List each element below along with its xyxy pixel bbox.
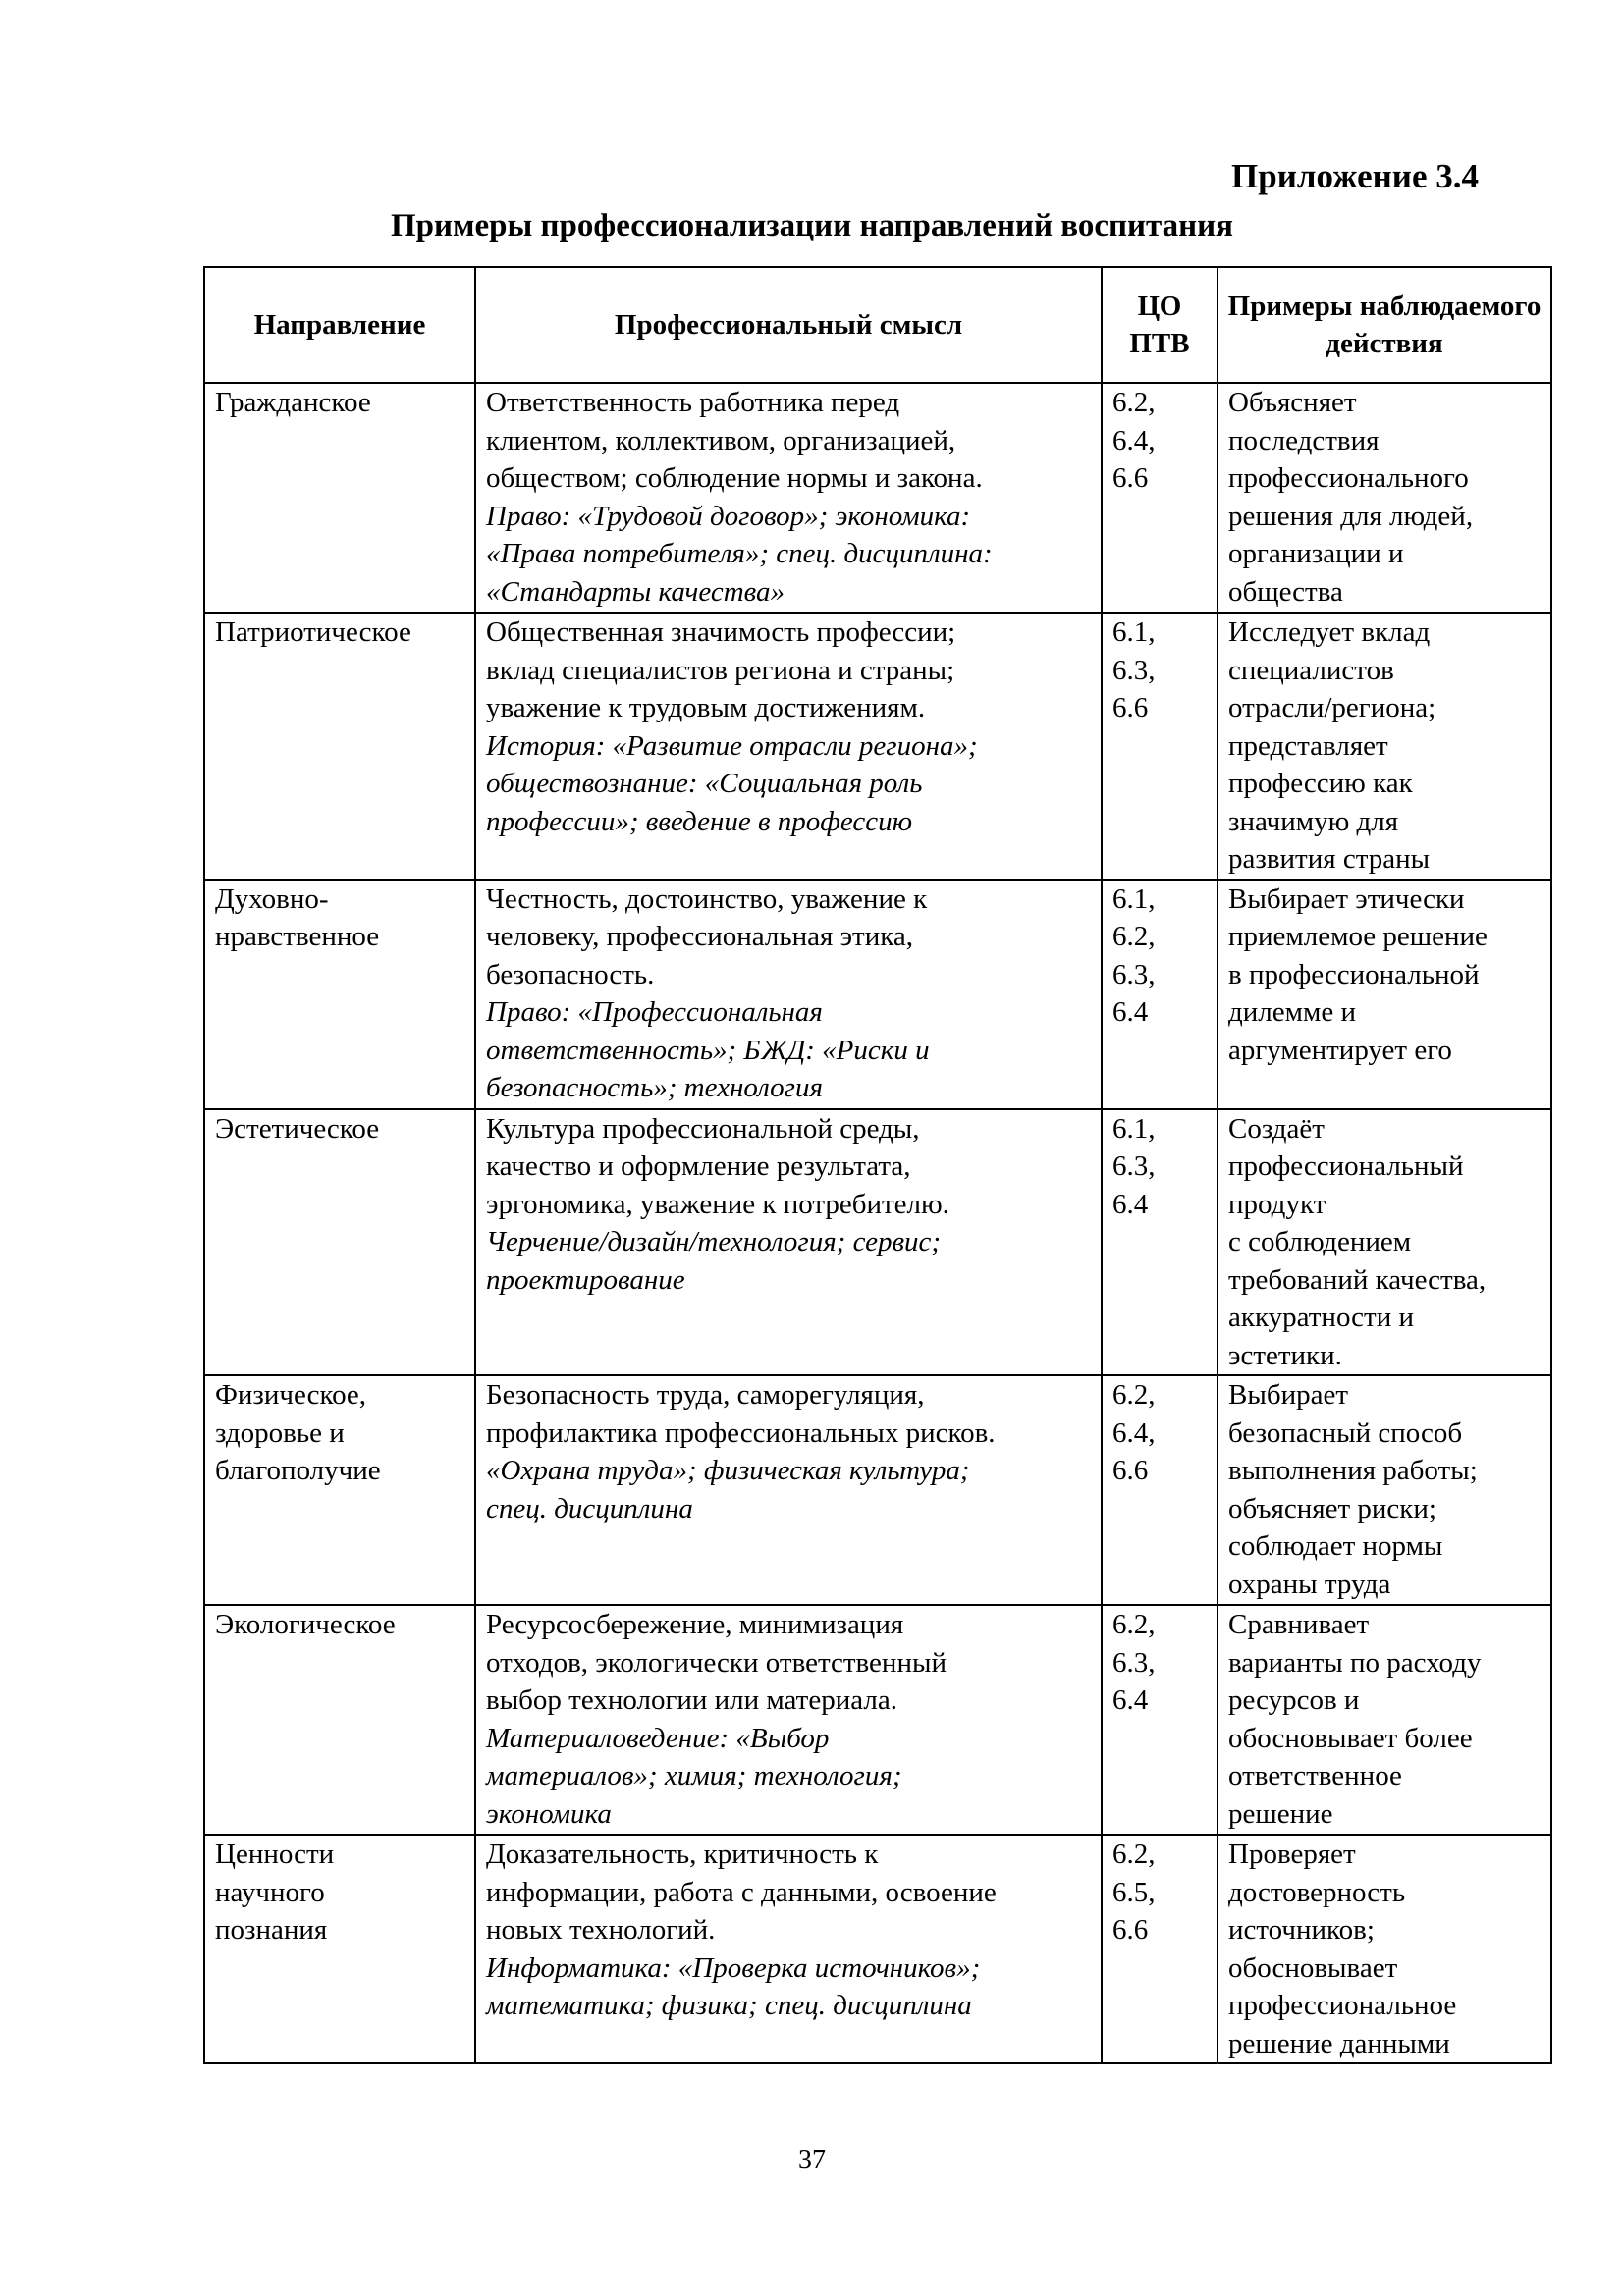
disciplines-text: «Стандарты качества» (486, 575, 785, 608)
action-text: профессиональное (1228, 1990, 1457, 2021)
direction-text: научного (215, 1876, 325, 1908)
action-text: Выбирает (1228, 1379, 1349, 1411)
action-text: последствия (1228, 424, 1380, 456)
action-text: объясняет риски; (1228, 1492, 1436, 1524)
code-text: 6.2, (1112, 1839, 1156, 1870)
direction-text: нравственное (215, 921, 380, 952)
action-text: с соблюдением (1228, 1226, 1412, 1257)
code-text: 6.6 (1112, 1914, 1149, 1946)
meaning-text: человеку, профессиональная этика, (486, 921, 913, 952)
action-text: эстетики. (1228, 1339, 1342, 1371)
code-text: 6.4 (1112, 1188, 1149, 1220)
action-text: профессиональный (1228, 1150, 1464, 1182)
direction-cell (204, 383, 475, 613)
codes-cell (1102, 613, 1218, 880)
meaning-text: клиентом, коллективом, организацией, (486, 424, 956, 456)
action-text: в профессиональной (1228, 958, 1480, 990)
action-text: организации и (1228, 538, 1404, 569)
code-text: 6.4 (1112, 996, 1149, 1028)
action-text: Создаёт (1228, 1112, 1325, 1145)
meaning-text: Безопасность труда, саморегуляция, (486, 1379, 925, 1411)
action-text: продукт (1228, 1188, 1326, 1220)
table-row (204, 613, 1551, 880)
codes-cell (1102, 1835, 1218, 2063)
code-text: 6.3, (1112, 1150, 1156, 1182)
header-action: Примеры наблюдаемого действия (1218, 267, 1551, 383)
code-text: 6.2, (1112, 921, 1156, 952)
table-row (204, 1109, 1551, 1376)
meaning-text: Ответственность работника перед (486, 387, 900, 418)
meaning-text: вклад специалистов региона и страны; (486, 654, 955, 686)
meaning-text: Доказательность, критичность к (486, 1839, 879, 1870)
meaning-cell (475, 1375, 1102, 1605)
meaning-text: выбор технологии или материала. (486, 1684, 897, 1716)
action-text: обосновывает более (1228, 1722, 1473, 1754)
action-text: Проверяет (1228, 1839, 1356, 1870)
action-text: выполнения работы; (1228, 1455, 1478, 1486)
meaning-cell (475, 1835, 1102, 2063)
direction-text: Духовно- (215, 882, 329, 915)
action-text: специалистов (1228, 654, 1394, 686)
disciplines-text: профессии»; введение в профессию (486, 805, 913, 837)
code-text: 6.2, (1112, 1609, 1156, 1640)
meaning-text: уважение к трудовым достижениям. (486, 692, 926, 723)
action-text: ресурсов и (1228, 1684, 1360, 1716)
code-text: 6.3, (1112, 1646, 1156, 1679)
table-row (204, 1375, 1551, 1605)
disciplines-text: спец. дисциплина (486, 1492, 693, 1524)
disciplines-text: обществознание: «Социальная роль (486, 768, 923, 799)
codes-cell (1102, 383, 1218, 613)
action-text: профессионального (1228, 462, 1469, 494)
document-title: Примеры профессионализации направлений воспитания (390, 208, 1234, 243)
action-text: варианты по расходу (1228, 1646, 1482, 1679)
action-text: аргументирует его (1228, 1034, 1452, 1066)
direction-text: Ценности (215, 1839, 335, 1870)
meaning-text: информации, работа с данными, освоение (486, 1876, 997, 1908)
disciplines-text: Право: «Трудовой договор»; экономика: (486, 500, 971, 532)
direction-text: благополучие (215, 1455, 381, 1486)
action-cell (1218, 1109, 1551, 1376)
direction-cell (204, 613, 475, 880)
code-text: 6.3, (1112, 654, 1156, 686)
disciplines-text: проектирование (486, 1263, 685, 1296)
disciplines-text: Информатика: «Проверка источников»; (486, 1951, 981, 1984)
code-text: 6.4, (1112, 424, 1156, 456)
action-cell (1218, 1835, 1551, 2063)
header-direction: Направление (204, 267, 475, 383)
action-text: требований качества, (1228, 1263, 1487, 1296)
meaning-text: новых технологий. (486, 1914, 716, 1946)
action-cell (1218, 1605, 1551, 1835)
code-text: 6.6 (1112, 692, 1149, 723)
table-header-row (204, 267, 1551, 383)
disciplines-text: экономика (486, 1797, 612, 1830)
code-text: 6.4 (1112, 1684, 1149, 1716)
meaning-text: Культура профессиональной среды, (486, 1112, 920, 1145)
page-number: 37 (798, 2145, 826, 2175)
meaning-text: качество и оформление результата, (486, 1150, 911, 1182)
disciplines-text: математика; физика; спец. дисциплина (486, 1990, 972, 2021)
meaning-text: Ресурсосбережение, минимизация (486, 1609, 904, 1640)
meaning-text: профилактика профессиональных рисков. (486, 1416, 996, 1449)
action-text: дилемме и (1228, 996, 1356, 1028)
direction-cell (204, 1835, 475, 2063)
action-text: представляет (1228, 729, 1388, 762)
disciplines-text: ответственность»; БЖД: «Риски и (486, 1034, 930, 1066)
table-row (204, 880, 1551, 1109)
code-text: 6.5, (1112, 1876, 1156, 1908)
code-text: 6.2, (1112, 387, 1156, 418)
action-text: развития страны (1228, 843, 1431, 875)
action-text: обосновывает (1228, 1951, 1398, 1984)
meaning-cell (475, 880, 1102, 1109)
action-cell (1218, 613, 1551, 880)
action-text: Объясняет (1228, 387, 1357, 418)
direction-text: Экологическое (215, 1609, 396, 1640)
meaning-text: отходов, экологически ответственный (486, 1646, 947, 1679)
header-codes: ЦО ПТВ (1102, 267, 1218, 383)
action-text: Исследует вклад (1228, 616, 1431, 648)
action-text: охраны труда (1228, 1568, 1391, 1600)
action-cell (1218, 880, 1551, 1109)
table-row (204, 383, 1551, 613)
meaning-cell (475, 1605, 1102, 1835)
code-text: 6.6 (1112, 1455, 1149, 1486)
action-text: соблюдает нормы (1228, 1530, 1443, 1562)
action-cell (1218, 383, 1551, 613)
action-text: Выбирает этически (1228, 882, 1465, 915)
meaning-text: Честность, достоинство, уважение к (486, 882, 928, 915)
action-text: источников; (1228, 1914, 1375, 1946)
direction-text: Эстетическое (215, 1112, 380, 1145)
code-text: 6.1, (1112, 1112, 1156, 1145)
meaning-text: безопасность. (486, 958, 655, 990)
code-text: 6.6 (1112, 462, 1149, 494)
education-directions-table (203, 266, 1552, 2064)
disciplines-text: материалов»; химия; технология; (486, 1760, 902, 1791)
disciplines-text: Черчение/дизайн/технология; сервис; (486, 1226, 942, 1257)
table-row (204, 1605, 1551, 1835)
meaning-text: Общественная значимость профессии; (486, 616, 956, 648)
action-text: аккуратности и (1228, 1302, 1415, 1333)
direction-text: Гражданское (215, 387, 371, 418)
disciplines-text: Материаловедение: «Выбор (486, 1722, 830, 1754)
action-text: отрасли/региона; (1228, 692, 1436, 723)
direction-cell (204, 880, 475, 1109)
header-meaning: Профессиональный смысл (475, 267, 1102, 383)
action-text: безопасный способ (1228, 1416, 1463, 1449)
code-text: 6.3, (1112, 958, 1156, 990)
direction-text: познания (215, 1914, 328, 1946)
action-text: ответственное (1228, 1760, 1402, 1791)
disciplines-text: «Охрана труда»; физическая культура; (486, 1455, 970, 1486)
codes-cell (1102, 1605, 1218, 1835)
action-text: профессию как (1228, 768, 1413, 799)
codes-cell (1102, 1109, 1218, 1376)
codes-cell (1102, 880, 1218, 1109)
meaning-text: эргономика, уважение к потребителю. (486, 1188, 949, 1220)
action-text: Сравнивает (1228, 1609, 1370, 1640)
direction-cell (204, 1605, 475, 1835)
direction-text: Физическое, (215, 1379, 367, 1411)
disciplines-text: История: «Развитие отрасли региона»; (486, 729, 978, 762)
action-text: приемлемое решение (1228, 921, 1488, 952)
action-text: решение данными (1228, 2027, 1450, 2059)
code-text: 6.1, (1112, 882, 1156, 915)
action-text: значимую для (1228, 805, 1399, 837)
meaning-text: обществом; соблюдение нормы и закона. (486, 462, 983, 494)
direction-text: здоровье и (215, 1416, 345, 1449)
action-cell (1218, 1375, 1551, 1605)
direction-text: Патриотическое (215, 616, 411, 648)
code-text: 6.2, (1112, 1379, 1156, 1411)
codes-cell (1102, 1375, 1218, 1605)
code-text: 6.4, (1112, 1416, 1156, 1449)
meaning-cell (475, 1109, 1102, 1376)
action-text: решение (1228, 1797, 1333, 1830)
appendix-label: Приложение 3.4 (1231, 157, 1479, 195)
action-text: решения для людей, (1228, 500, 1474, 532)
disciplines-text: «Права потребителя»; спец. дисциплина: (486, 538, 993, 569)
meaning-cell (475, 613, 1102, 880)
direction-cell (204, 1109, 475, 1376)
table-row (204, 1835, 1551, 2063)
code-text: 6.1, (1112, 616, 1156, 648)
direction-cell (204, 1375, 475, 1605)
action-text: общества (1228, 575, 1343, 608)
meaning-cell (475, 383, 1102, 613)
disciplines-text: безопасность»; технология (486, 1072, 823, 1103)
action-text: достоверность (1228, 1876, 1406, 1908)
disciplines-text: Право: «Профессиональная (486, 996, 823, 1028)
